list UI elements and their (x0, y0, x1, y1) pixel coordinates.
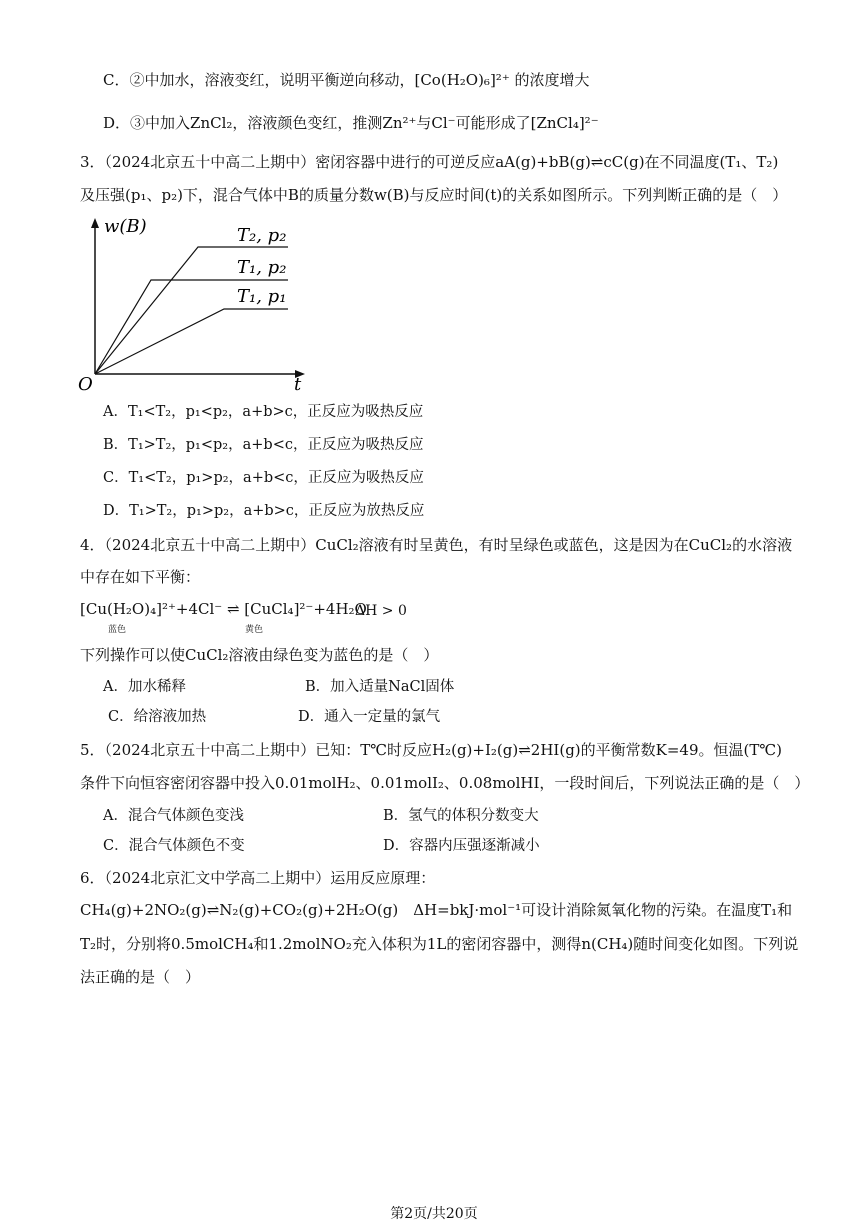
graph-origin: O (78, 374, 93, 395)
q5-option-d: D．容器内压强逐渐减小 (383, 838, 540, 854)
graph-xlabel: t (294, 374, 302, 395)
q3-option-d: D．T₁>T₂，p₁>p₂，a+b>c，正反应为放热反应 (103, 503, 425, 519)
q4-option-c: C．给溶液加热 (108, 709, 207, 725)
q3-stem-line1: 3．（2024北京五十中高二上期中）密闭容器中进行的可逆反应aA(g)+bB(g)⇌cC(g)在不同温度(T₁、T₂) (80, 153, 779, 171)
q4-equation: [Cu(H₂O)₄]²⁺+4Cl⁻ ⇌ [CuCl₄]²⁻+4H₂O (80, 600, 367, 618)
q4-option-a: A．加水稀释 (103, 679, 186, 695)
q6-stem-line4: 法正确的是（ ） (80, 968, 201, 986)
page-footer: 第2页/共20页 (390, 1206, 478, 1222)
q4-stem-line2: 中存在如下平衡： (80, 568, 201, 586)
label-yellow: 黄色 (245, 625, 264, 635)
q4-delta-h: ΔH > 0 (355, 603, 407, 619)
curve3-label: T₁, p₁ (237, 286, 287, 307)
q4-stem-line1: 4．（2024北京五十中高二上期中）CuCl₂溶液有时呈黄色，有时呈绿色或蓝色，这是因为在CuCl₂的水溶液 (80, 536, 793, 554)
label-blue: 蓝色 (108, 625, 127, 635)
q5-stem-line2: 条件下向恒容密闭容器中投入0.01molH₂、0.01molI₂、0.08molHI，一段时间后，下列说法正确的是（ ） (80, 774, 810, 792)
q5-option-c: C．混合气体颜色不变 (103, 838, 245, 854)
q3-graph (70, 210, 320, 395)
q4-option-b: B．加入适量NaCl固体 (305, 679, 455, 695)
q6-stem-line3: T₂时，分别将0.5molCH₄和1.2molNO₂充入体积为1L的密闭容器中，测得n(CH₄)随时间变化如图。下列说 (80, 935, 799, 953)
graph-ylabel: w(B) (104, 216, 147, 237)
q3-stem-line2: 及压强(p₁、p₂)下，混合气体中B的质量分数w(B)与反应时间(t)的关系如图所示。下列判断正确的是（ ） (80, 186, 788, 204)
q5-stem-line1: 5．（2024北京五十中高二上期中）已知：T℃时反应H₂(g)+I₂(g)⇌2HI(g)的平衡常数K=49。恒温(T℃) (80, 741, 782, 759)
q3-option-b: B．T₁>T₂，p₁<p₂，a+b<c，正反应为吸热反应 (103, 437, 424, 453)
q5-option-b: B．氢气的体积分数变大 (383, 808, 539, 824)
option-c-line: C．②中加水，溶液变红，说明平衡逆向移动，[Co(H₂O)₆]²⁺ 的浓度增大 (103, 71, 590, 89)
q3-option-a: A．T₁<T₂，p₁<p₂，a+b>c，正反应为吸热反应 (103, 404, 424, 420)
curve2-label: T₁, p₂ (237, 257, 287, 278)
q3-option-c: C．T₁<T₂，p₁>p₂，a+b<c，正反应为吸热反应 (103, 470, 424, 486)
option-d-line: D．③中加入ZnCl₂，溶液颜色变红，推测Zn²⁺与Cl⁻可能形成了[ZnCl₄]²⁻ (103, 114, 599, 132)
q5-option-a: A．混合气体颜色变浅 (103, 808, 244, 824)
q4-stem-line3: 下列操作可以使CuCl₂溶液由绿色变为蓝色的是（ ） (80, 646, 439, 664)
q6-stem-line1: 6．（2024北京汇文中学高二上期中）运用反应原理： (80, 869, 436, 887)
q6-stem-line2: CH₄(g)+2NO₂(g)⇌N₂(g)+CO₂(g)+2H₂O(g) ΔH=bkJ·mol⁻¹可设计消除氮氧化物的污染。在温度T₁和 (80, 901, 793, 919)
q4-option-d: D．通入一定量的氯气 (298, 709, 441, 725)
curve1-label: T₂, p₂ (237, 225, 287, 246)
